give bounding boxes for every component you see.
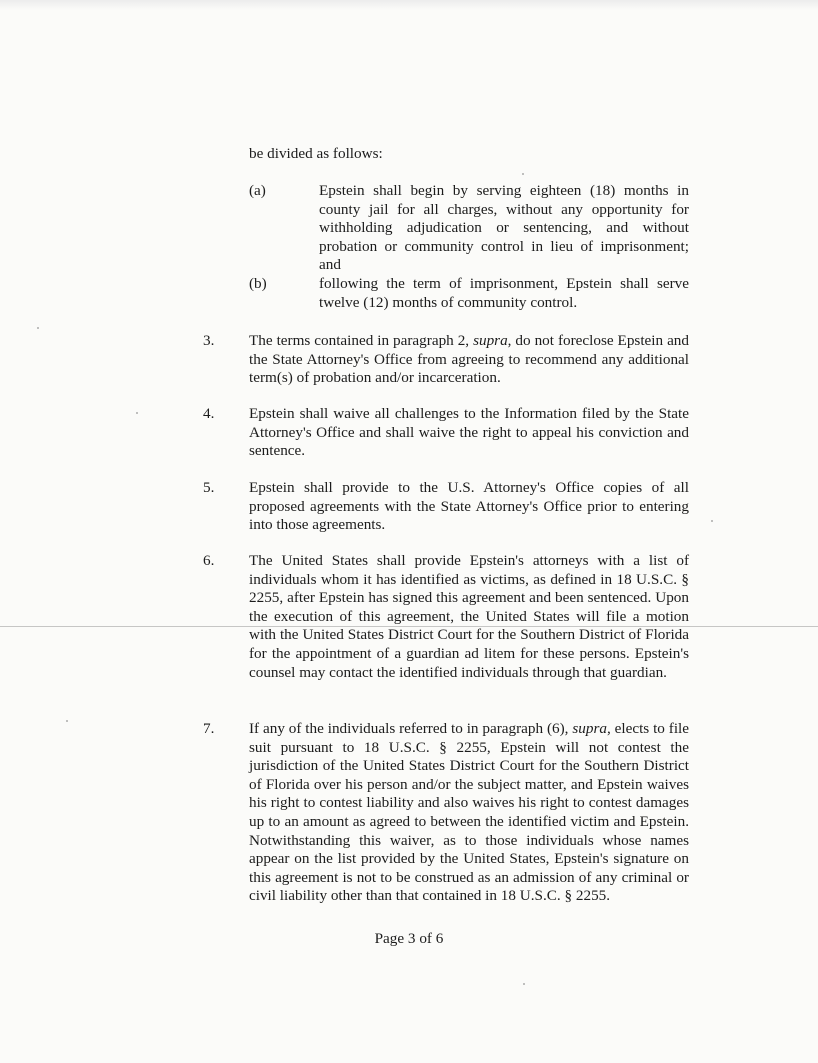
paragraph-number: 3. [203, 332, 215, 349]
paragraph-3 [203, 332, 689, 388]
page-footer [0, 930, 818, 949]
subitem-b [249, 275, 689, 312]
paragraph-number: 6. [203, 552, 215, 569]
scan-speck [136, 412, 138, 414]
scan-speck [523, 983, 525, 985]
scan-edge-shadow [0, 0, 818, 10]
paragraph-text: The United States shall provide Epstein's attorneys with a list of individuals whom it has identified as victims, as defined in 18 U.S.C. § 2255, after Epstein has signed this agreement and been sentenced. Upon the execution of this agreement, the United States will file a motion with the United States District Court for the Southern District of Florida for the appointment of a guardian ad litem for these persons. Epstein's counsel may contact the identified individuals through that guardian. [249, 552, 689, 681]
scan-speck [711, 520, 713, 522]
paragraph-6 [203, 552, 689, 682]
scan-speck [37, 327, 39, 329]
intro-line: be divided as follows: [249, 145, 383, 162]
paragraph-4 [203, 405, 689, 461]
page-number-label: Page 3 of 6 [374, 930, 444, 947]
subitem-text: following the term of imprisonment, Epstein shall serve twelve (12) months of community control. [319, 275, 689, 311]
paragraph-text: If any of the individuals referred to in paragraph (6), supra, elects to file suit pursuant to 18 U.S.C. § 2255, Epstein will not contest the jurisdiction of the United States District Court for the Southern District of Florida over his person and/or the subject matter, and Epstein waives his right to contest liability and also waives his right to contest damages up to an amount as agreed to between the identified victim and Epstein. Notwithstanding this waiver, as to those individuals whose names appear on the list provided by the United States, Epstein's signature on this agreement is not to be construed as an admission of any criminal or civil liability other than that contained in 18 U.S.C. § 2255. [249, 720, 690, 905]
paragraph-number: 5. [203, 479, 215, 496]
paragraph-text: Epstein shall waive all challenges to the Information filed by the State Attorney's Office and shall waive the right to appeal his conviction and sentence. [249, 405, 689, 460]
paragraph-5 [203, 479, 689, 535]
paragraph-number: 7. [203, 720, 215, 737]
subitem-label: (a) [249, 182, 266, 199]
subitem-text: Epstein shall begin by serving eighteen (18) months in county jail for all charges, without any opportunity for withholding adjudication or sentencing, and without probation or community control in lieu of imprisonment; and [319, 182, 689, 274]
paragraph-number: 4. [203, 405, 215, 422]
scan-speck [522, 173, 524, 175]
paragraph-text: Epstein shall provide to the U.S. Attorney's Office copies of all proposed agreements with the State Attorney's Office prior to entering into those agreements. [249, 479, 689, 534]
subitem-label: (b) [249, 275, 267, 292]
paragraph-text: The terms contained in paragraph 2, supra, do not foreclose Epstein and the State Attorney's Office from agreeing to recommend any additional term(s) of probation and/or incarceration. [249, 332, 689, 387]
subitem-a [249, 182, 689, 275]
scan-speck [66, 720, 68, 722]
paragraph-7 [203, 720, 689, 906]
